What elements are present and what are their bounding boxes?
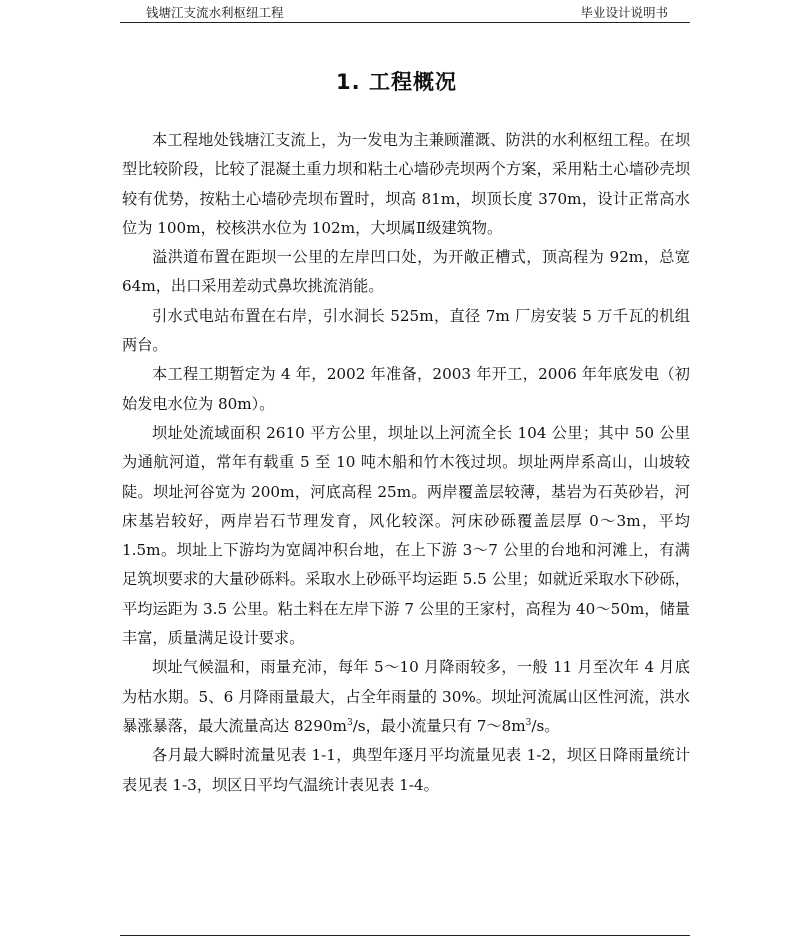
paragraph-project-overview: 本工程地处钱塘江支流上，为一发电为主兼顾灌溉、防洪的水利枢纽工程。在坝型比较阶段，比较了混凝土重力坝和粘土心墙砂壳坝两个方案，采用粘土心墙砂壳坝较有优势，按粘土心墙砂壳坝布置时，坝高 81m，坝顶长度 370m，设计正常高水位为 100m，校核洪水位为 102m，大坝属Ⅱ级建筑物。 (122, 131, 690, 237)
superscript-cubed: 3 (525, 717, 532, 728)
page-header (120, 0, 690, 23)
paragraph-schedule: 本工程工期暂定为 4 年，2002 年准备，2003 年开工，2006 年年底发电（初始发电水位为 80m）。 (122, 365, 690, 413)
section-title: 1. 工程概况 (336, 70, 457, 94)
paragraph-spillway: 溢洪道布置在距坝一公里的左岸凹口处，为开敞正槽式，顶高程为 92m，总宽 64m，出口采用差动式鼻坎挑流消能。 (122, 248, 690, 296)
paragraph-power-station: 引水式电站布置在右岸，引水洞长 525m，直径 7m 厂房安装 5 万千瓦的机组两台。 (122, 306, 690, 355)
climate-text-c: /s。 (531, 716, 560, 735)
climate-text-b: /s，最小流量只有 7～8m (352, 716, 526, 735)
document-body (122, 126, 690, 800)
climate-text-a: 坝址气候温和，雨量充沛，每年 5～10 月降雨较多，一般 11 月至次年 4 月底为枯水期。5、6 月降雨量最大，占全年雨量的 30%。坝址河流属山区性河流，洪水暴涨暴落，最大流量高达 8290m (122, 658, 690, 735)
header-document-type: 毕业设计说明书 (580, 5, 668, 20)
header-project-name: 钱塘江支流水利枢纽工程 (146, 5, 284, 20)
paragraph-geology: 坝址处流域面积 2610 平方公里，坝址以上河流全长 104 公里；其中 50 公里为通航河道，常年有载重 5 至 10 吨木船和竹木筏过坝。坝址两岸系高山，山坡较陡。坝址河谷宽为 200m，河底高程 25m。两岸覆盖层较薄，基岩为石英砂岩，河床基岩较好，两岸岩石节理发育，风化较深。河床砂砾覆盖层厚 0～3m，平均 1.5m。坝址上下游均为宽阔冲积台地，在上下游 3～7 公里的台地和河滩上，有满足筑坝要求的大量砂砾料。采取水上砂砾平均运距 5.5 公里；如就近采取水下砂砾，平均运距为 3.5 公里。粘土料在左岸下游 7 公里的王家村，高程为 40～50m，储量丰富，质量满足设计要求。 (122, 423, 690, 648)
paragraph-climate (122, 653, 690, 741)
footer-divider (120, 935, 690, 936)
superscript-cubed: 3 (346, 717, 353, 728)
paragraph-table-references: 各月最大瞬时流量见表 1-1，典型年逐月平均流量见表 1-2，坝区日降雨量统计表见表 1-3，坝区日平均气温统计表见表 1-4。 (122, 746, 690, 794)
